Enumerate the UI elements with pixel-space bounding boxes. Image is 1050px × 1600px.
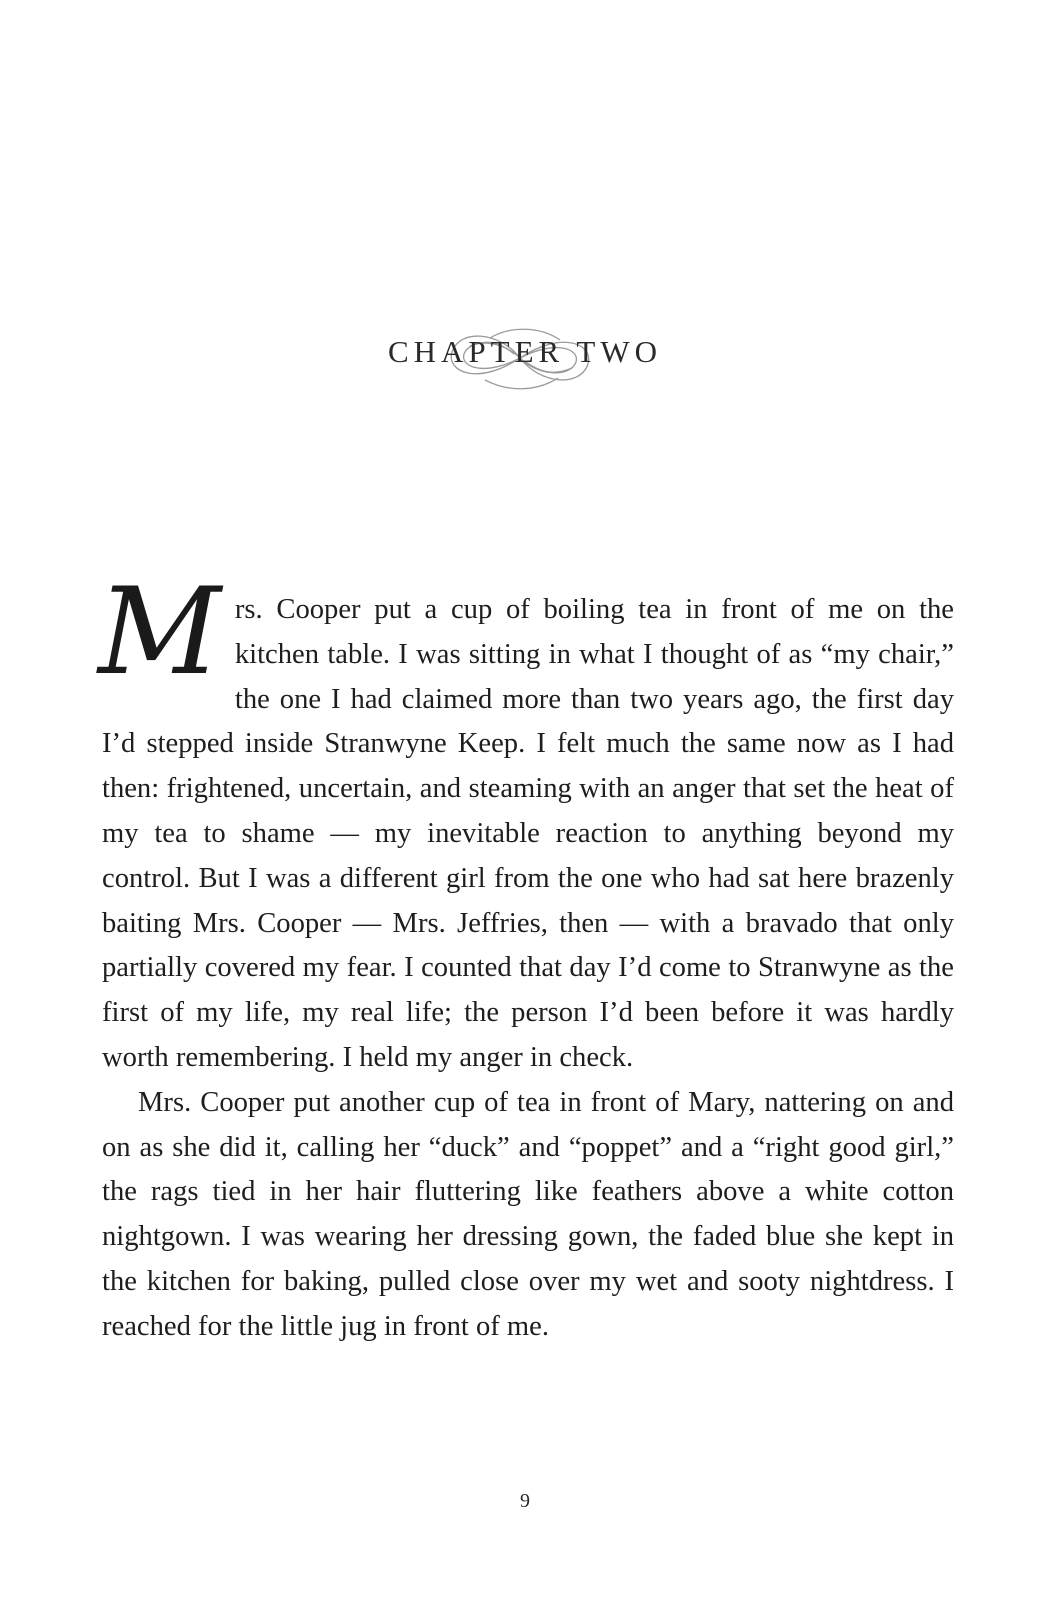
- page-number: 9: [520, 1490, 530, 1512]
- paragraph-1: [98, 563, 954, 1081]
- chapter-title: CHAPTER TWO: [387, 334, 662, 369]
- paragraph-2: Mrs. Cooper put another cup of tea in front of Mary, nattering on and on as she did it, calling her “duck” and “poppet” and a “right good girl,” the rags tied in her hair fluttering like feathers above a white cotton nightgown. I was wearing her dressing gown, the faded blue she kept in the kitchen for baking, pulled close over my wet and sooty nightdress. I reached for the little jug in front of me.: [102, 1086, 954, 1342]
- paragraph-1-text: rs. Cooper put a cup of boiling tea in front of me on the kitchen table. I was sitting in what I thought of as “my chair,” the one I had claimed more than two years ago, the first day I’d stepped inside Stranwyne Keep. I felt much the same now as I had then: frightened, uncertain, and steaming with an anger that set the heat of my tea to shame — my inevitable reaction to anything beyond my control. But I was a different girl from the one who had sat here brazenly baiting Mrs. Cooper — Mrs. Jeffries, then — with a bravado that only partially covered my fear. I counted that day I’d come to Stranwyne as the first of my life, my real life; the person I’d been before it was hardly worth remembering. I held my anger in check.: [102, 594, 954, 1073]
- chapter-heading: [0, 318, 1050, 398]
- body-text: [98, 563, 954, 1350]
- drop-cap: M: [98, 563, 221, 702]
